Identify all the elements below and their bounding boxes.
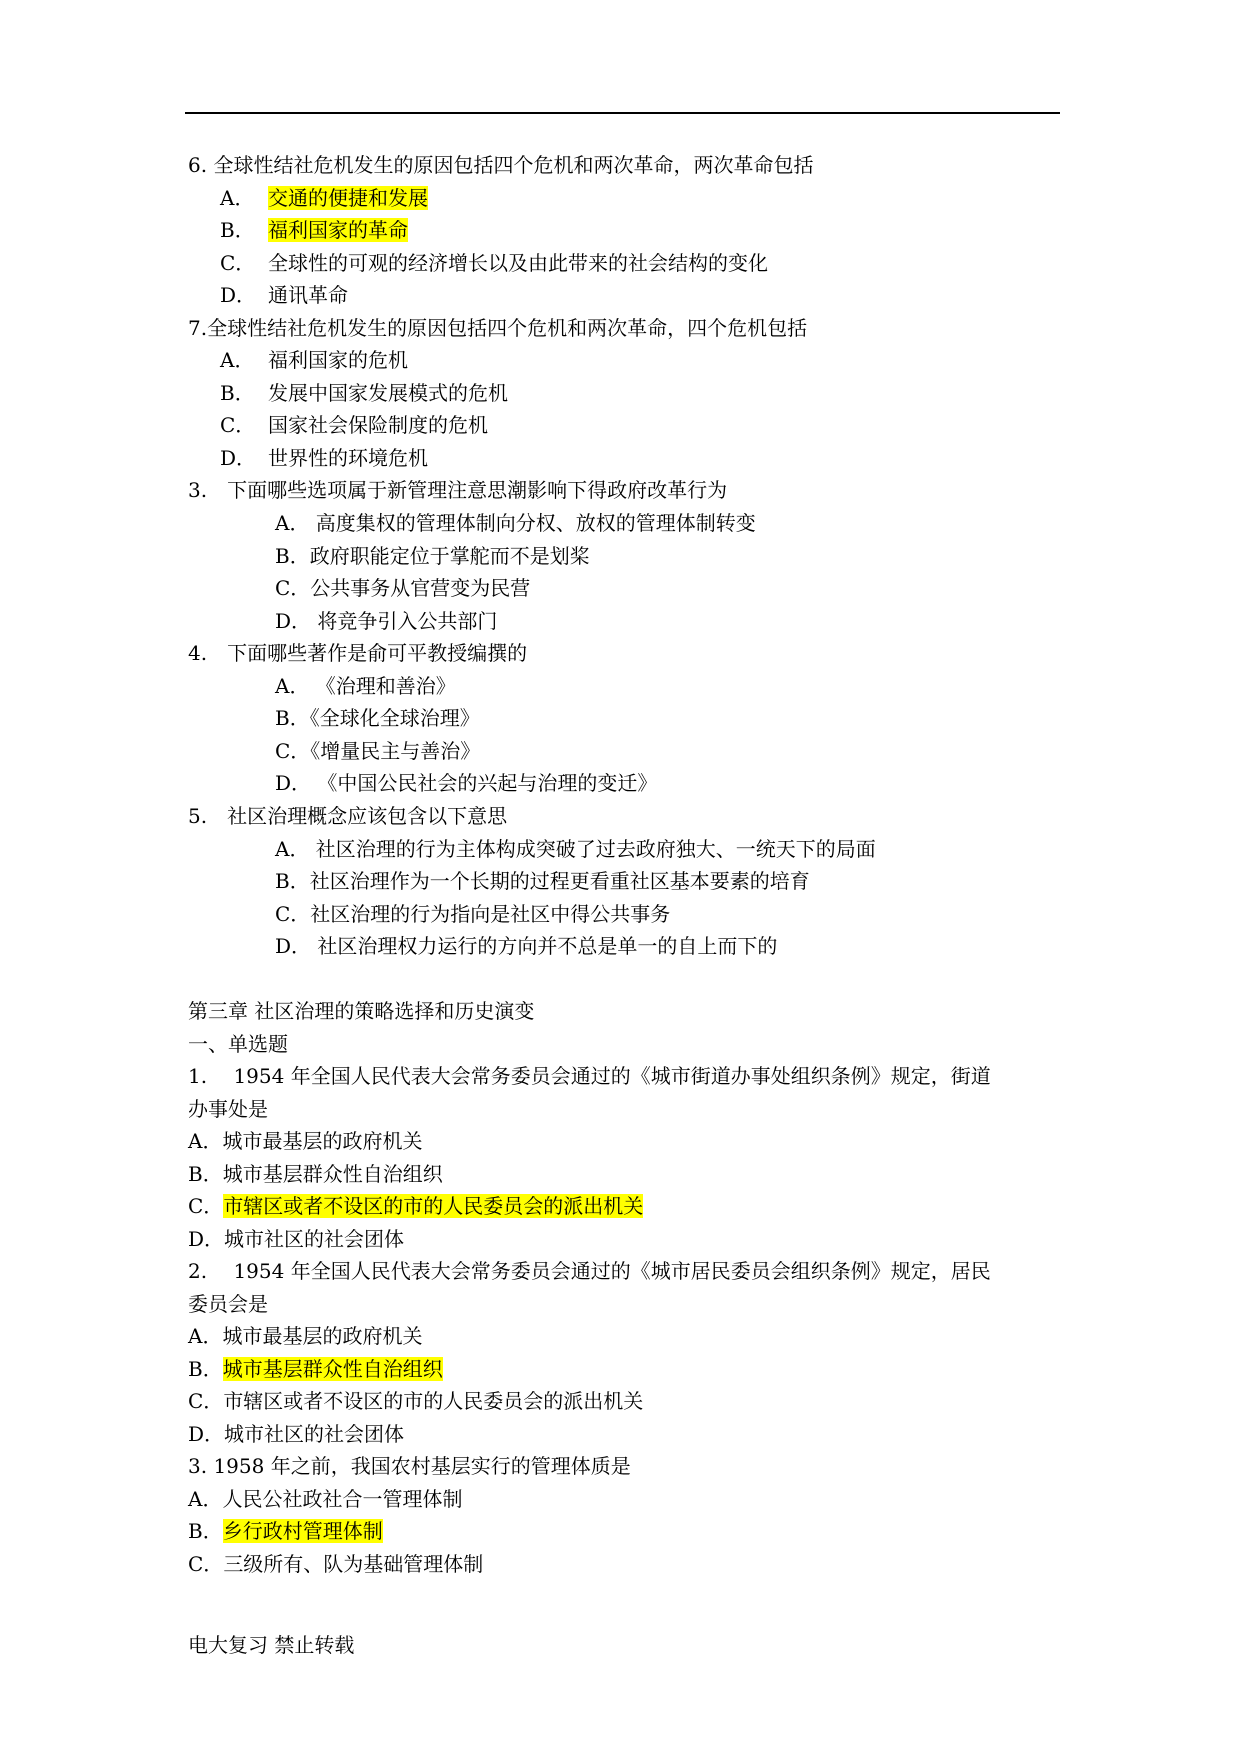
s2-stem-line1: 2. 1954 年全国人民代表大会常务委员会通过的《城市居民委员会组织条例》规定，居民: [188, 1259, 991, 1283]
q7-option-b: [220, 380, 508, 406]
option-text: 通讯革命: [268, 283, 348, 307]
option-letter: C．: [188, 1389, 224, 1413]
s1-stem-line1: 1. 1954 年全国人民代表大会常务委员会通过的《城市街道办事处组织条例》规定，街道: [188, 1064, 991, 1088]
option-text: 城市最基层的政府机关: [222, 1129, 423, 1153]
s2-option-a: [188, 1323, 422, 1349]
page-footer: 电大复习 禁止转载: [188, 1633, 355, 1657]
option-letter: A．: [188, 1129, 223, 1153]
option-text: 发展中国家发展模式的危机: [268, 381, 508, 405]
s3-option-a: [188, 1486, 462, 1512]
s3-stem: 3. 1958 年之前，我国农村基层实行的管理体质是: [188, 1454, 631, 1478]
option-letter: B．: [220, 381, 255, 405]
option-text: 城市社区的社会团体: [224, 1422, 405, 1446]
q6-option-a: [220, 185, 428, 211]
option-text: 福利国家的危机: [268, 348, 408, 372]
chapter-title: 第三章 社区治理的策略选择和历史演变: [188, 999, 535, 1023]
q4-option-d: D． 《中国公民社会的兴起与治理的变迁》: [275, 771, 658, 795]
option-text: 世界性的环境危机: [268, 446, 428, 470]
s2-option-c: [188, 1388, 643, 1414]
q6-stem: 6. 全球性结社危机发生的原因包括四个危机和两次革命，两次革命包括: [188, 153, 814, 177]
s1-option-c: [188, 1193, 643, 1219]
q7-option-c: [220, 412, 488, 438]
q5-option-b: B．社区治理作为一个长期的过程更看重社区基本要素的培育: [275, 869, 810, 893]
q5-option-c: C．社区治理的行为指向是社区中得公共事务: [275, 902, 671, 926]
q3-stem: 3. 下面哪些选项属于新管理注意思潮影响下得政府改革行为: [188, 478, 728, 502]
option-letter: A．: [220, 348, 255, 372]
q4-option-a: A． 《治理和善治》: [275, 674, 456, 698]
option-letter: C．: [188, 1194, 224, 1218]
option-letter: B．: [188, 1357, 223, 1381]
q5-stem: 5. 社区治理概念应该包含以下意思: [188, 804, 508, 828]
option-text: 国家社会保险制度的危机: [268, 413, 488, 437]
s1-option-b: [188, 1161, 443, 1187]
s2-option-d: [188, 1421, 404, 1447]
q3-option-b: B．政府职能定位于掌舵而不是划桨: [275, 544, 590, 568]
option-letter: B．: [188, 1162, 223, 1186]
q7-option-a: [220, 347, 408, 373]
s2-option-b: [188, 1356, 443, 1382]
q4-option-c: C．《增量民主与善治》: [275, 739, 481, 763]
q7-option-d: [220, 445, 428, 471]
option-text: 人民公社政社合一管理体制: [222, 1487, 463, 1511]
q6-option-b: [220, 217, 408, 243]
header-rule: [185, 112, 1060, 114]
option-letter: C．: [220, 413, 256, 437]
option-text: 城市基层群众性自治组织: [222, 1162, 443, 1186]
option-text-highlighted: 福利国家的革命: [268, 218, 408, 242]
q5-option-a: A． 社区治理的行为主体构成突破了过去政府独大、一统天下的局面: [275, 837, 876, 861]
option-letter: B．: [220, 218, 255, 242]
q7-stem: 7.全球性结社危机发生的原因包括四个危机和两次革命，四个危机包括: [188, 316, 808, 340]
option-letter: D．: [220, 446, 257, 470]
q3-option-c: C．公共事务从官营变为民营: [275, 576, 531, 600]
option-text: 城市社区的社会团体: [224, 1227, 405, 1251]
option-text: 三级所有、队为基础管理体制: [223, 1552, 484, 1576]
q3-option-a: A． 高度集权的管理体制向分权、放权的管理体制转变: [275, 511, 756, 535]
q6-option-d: [220, 282, 348, 308]
option-text-highlighted: 城市基层群众性自治组织: [222, 1357, 443, 1381]
option-letter: A．: [188, 1324, 223, 1348]
option-letter: B．: [188, 1519, 223, 1543]
option-text: 城市最基层的政府机关: [222, 1324, 423, 1348]
s1-stem-line2: 办事处是: [188, 1097, 268, 1121]
option-letter: D．: [188, 1227, 225, 1251]
option-letter: C．: [188, 1552, 224, 1576]
option-letter: A．: [188, 1487, 223, 1511]
s3-option-b: [188, 1518, 383, 1544]
option-letter: A．: [220, 186, 255, 210]
q6-option-c: [220, 250, 768, 276]
section-title: 一、单选题: [188, 1032, 288, 1056]
s1-option-d: [188, 1226, 404, 1252]
option-letter: D．: [220, 283, 257, 307]
option-text: 全球性的可观的经济增长以及由此带来的社会结构的变化: [268, 251, 768, 275]
s3-option-c: [188, 1551, 483, 1577]
s1-option-a: [188, 1128, 422, 1154]
option-text-highlighted: 交通的便捷和发展: [268, 186, 428, 210]
q4-stem: 4. 下面哪些著作是俞可平教授编撰的: [188, 641, 528, 665]
q3-option-d: D． 将竞争引入公共部门: [275, 609, 498, 633]
option-letter: D．: [188, 1422, 225, 1446]
option-letter: C．: [220, 251, 256, 275]
option-text: 市辖区或者不设区的市的人民委员会的派出机关: [223, 1389, 644, 1413]
option-text-highlighted: 市辖区或者不设区的市的人民委员会的派出机关: [223, 1194, 644, 1218]
option-text-highlighted: 乡行政村管理体制: [222, 1519, 383, 1543]
q5-option-d: D． 社区治理权力运行的方向并不总是单一的自上而下的: [275, 934, 778, 958]
q4-option-b: B．《全球化全球治理》: [275, 706, 480, 730]
s2-stem-line2: 委员会是: [188, 1292, 268, 1316]
